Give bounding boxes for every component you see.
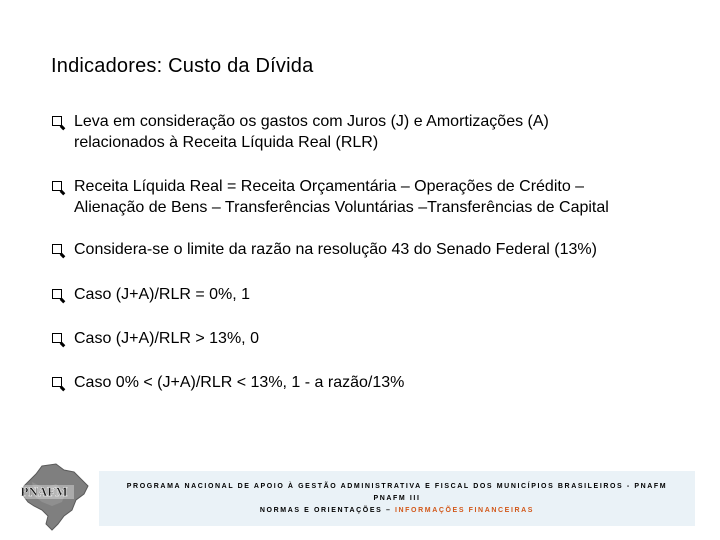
brazil-map-icon — [12, 462, 92, 534]
bullet-item — [52, 372, 404, 393]
logo-text: PNAFM — [20, 484, 68, 499]
bullet-text: Caso 0% < (J+A)/RLR < 13%, 1 - a razão/13% — [74, 374, 405, 391]
checkbox-bullet-icon — [52, 289, 62, 299]
bullet-item — [52, 284, 250, 305]
checkbox-bullet-icon — [52, 377, 62, 387]
checkbox-bullet-icon — [52, 181, 62, 191]
bullet-text: Leva em consideração os gastos com Juros (J) e Amortizações (A) relacionados à Receita Líquida Real (RLR) — [74, 113, 549, 151]
bullet-text: Considera-se o limite da razão na resolução 43 do Senado Federal (13%) — [74, 241, 597, 258]
bullet-text: Caso (J+A)/RLR > 13%, 0 — [74, 330, 259, 347]
footer-program-name: PROGRAMA NACIONAL DE APOIO À GESTÃO ADMINISTRATIVA E FISCAL DOS MUNICÍPIOS BRASILEIROS - PNAFM — [126, 483, 668, 490]
bullet-item — [52, 328, 259, 349]
checkbox-bullet-icon — [52, 333, 62, 343]
footer-section-highlight: INFORMAÇÕES FINANCEIRAS — [394, 507, 535, 514]
checkbox-bullet-icon — [52, 116, 62, 126]
bullet-item — [52, 239, 597, 260]
footer-section-prefix: NORMAS E ORIENTAÇÕES – — [259, 507, 395, 514]
checkbox-bullet-icon — [52, 244, 62, 254]
bullet-text: Receita Líquida Real = Receita Orçamentária – Operações de Crédito – Alienação de Bens – Transferências Voluntárias –Transferências de Capital — [74, 178, 609, 216]
bullet-text: Caso (J+A)/RLR = 0%, 1 — [74, 286, 251, 303]
bullet-item — [52, 176, 609, 218]
slide-title: Indicadores: Custo da Dívida — [51, 55, 314, 77]
bullet-item — [52, 111, 549, 153]
pnafm-logo — [12, 462, 92, 534]
footer-banner — [99, 471, 695, 526]
footer-program-phase: PNAFM III — [373, 495, 421, 502]
footer-section — [99, 507, 695, 514]
